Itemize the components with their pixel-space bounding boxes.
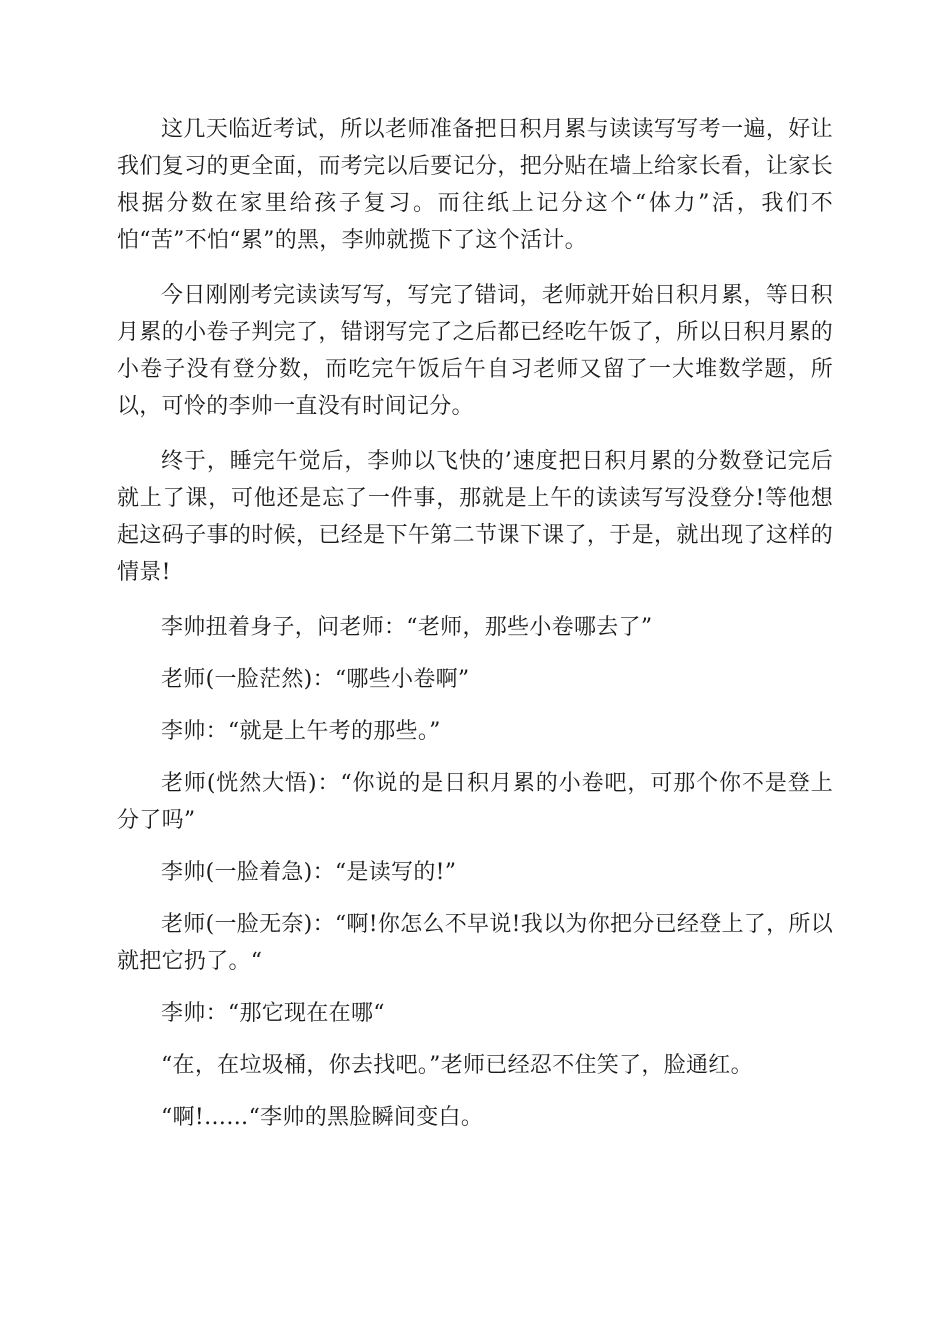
dialogue-line-7: 李帅：“那它现在在哪“ [161,1001,385,1026]
paragraph-1: 这几天临近考试，所以老师准备把日积月累与读读写写考一遍，好让我们复习的更全面，而考完以后要记分，把分贴在墙上给家长看，让家长根据分数在家里给孩子复习。而往纸上记分这个“体力”活，我们不怕“苦”不怕“累”的黑，李帅就揽下了这个活计。 [117,117,833,253]
dialogue-line-6: 老师(一脸无奈)：“啊!你怎么不早说!我以为你把分已经登上了，所以就把它扔了。“ [117,912,833,974]
dialogue-line-8: “在，在垃圾桶，你去找吧。”老师已经忍不住笑了，脸通红。 [161,1053,753,1078]
dialogue-line-4: 老师(恍然大悟)：“你说的是日积月累的小卷吧，可那个你不是登上分了吗” [117,771,833,833]
dialogue-line-9: “啊!……“李帅的黑脸瞬间变白。 [161,1105,484,1130]
paragraph-2: 今日刚刚考完读读写写，写完了错词，老师就开始日积月累，等日积月累的小卷子判完了，错诩写完了之后都已经吃午饭了，所以日积月累的小卷子没有登分数，而吃完午饭后午自习老师又留了一大堆数学题，所以，可怜的李帅一直没有时间记分。 [117,283,833,419]
paragraph-3: 终于，睡完午觉后，李帅以飞快的’速度把日积月累的分数登记完后就上了课，可他还是忘了一件事，那就是上午的读读写写没登分!等他想起这码子事的时候，已经是下午第二节课下课了，于是，就出现了这样的情景! [117,449,833,585]
dialogue-line-5: 李帅(一脸着急)：“是读写的!” [161,860,457,885]
dialogue-line-2: 老师(一脸茫然)：“哪些小卷啊” [161,667,470,692]
article-body [117,111,833,1151]
dialogue-line-3: 李帅：“就是上午考的那些。” [161,719,441,744]
dialogue-line-1: 李帅扭着身子，问老师：“老师，那些小卷哪去了” [161,615,653,640]
